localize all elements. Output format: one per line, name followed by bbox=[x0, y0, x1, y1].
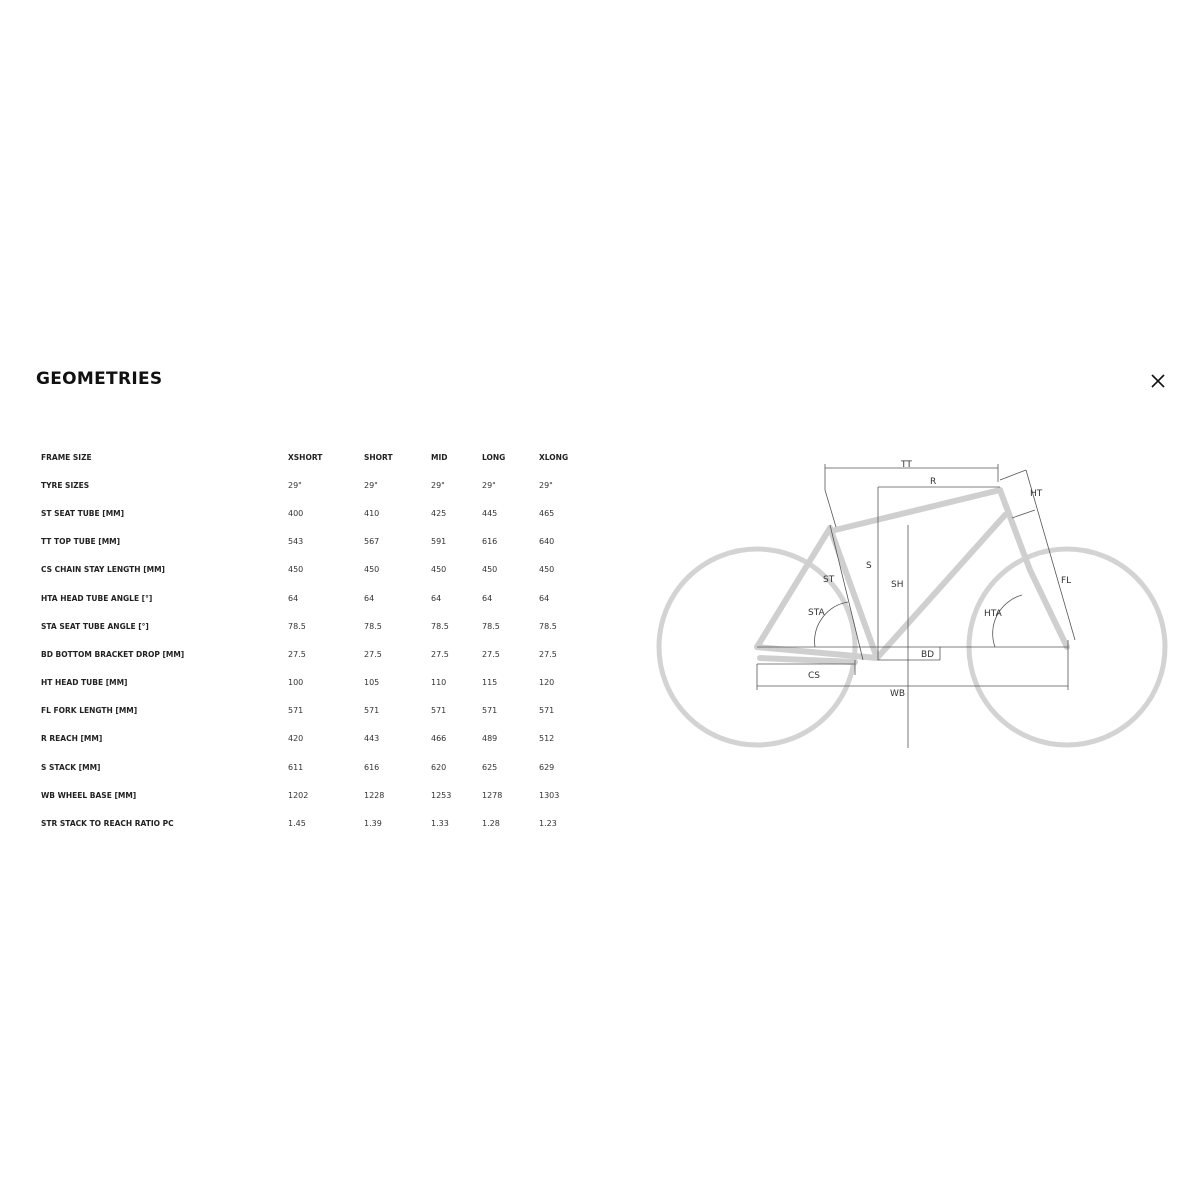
geometry-table bbox=[41, 443, 579, 838]
cell-value: 591 bbox=[431, 537, 447, 547]
bike-frame bbox=[757, 490, 1067, 662]
cell-value: 115 bbox=[482, 678, 498, 688]
cell-value: 27.5 bbox=[539, 649, 557, 659]
cell-value: 27.5 bbox=[288, 649, 306, 659]
s-label: S bbox=[866, 561, 872, 571]
cell-value: 420 bbox=[288, 734, 304, 744]
cell-value: 620 bbox=[431, 762, 447, 772]
cell-value: 571 bbox=[539, 706, 555, 716]
cell-value: 78.5 bbox=[288, 621, 306, 631]
cell-value: 443 bbox=[364, 734, 380, 744]
cell-value: 616 bbox=[482, 537, 498, 547]
row-label: BD BOTTOM BRACKET DROP [MM] bbox=[41, 649, 185, 659]
table-row bbox=[41, 612, 579, 640]
table-row bbox=[41, 528, 579, 556]
sta-label: STA bbox=[808, 608, 825, 618]
cell-value: 1278 bbox=[482, 790, 503, 800]
cell-value: 27.5 bbox=[482, 649, 500, 659]
row-label: STA SEAT TUBE ANGLE [°] bbox=[41, 621, 149, 631]
table-row bbox=[41, 809, 579, 837]
cell-value: 571 bbox=[431, 706, 447, 716]
cell-value: 450 bbox=[482, 565, 498, 575]
cell-value: 64 bbox=[288, 593, 299, 603]
cell-value: 629 bbox=[539, 762, 555, 772]
cell-value: 1228 bbox=[364, 790, 385, 800]
table-header-row bbox=[41, 443, 579, 471]
row-label: STR STACK TO REACH RATIO PC bbox=[41, 819, 174, 829]
table-row bbox=[41, 781, 579, 809]
cell-value: 64 bbox=[482, 593, 493, 603]
cell-value: 1.45 bbox=[288, 819, 306, 829]
fl-label: FL bbox=[1061, 576, 1072, 586]
cell-value: 78.5 bbox=[364, 621, 382, 631]
cell-value: 466 bbox=[431, 734, 447, 744]
st-label: ST bbox=[823, 575, 835, 585]
column-header: LONG bbox=[482, 452, 506, 462]
cell-value: 512 bbox=[539, 734, 555, 744]
cell-value: 465 bbox=[539, 508, 555, 518]
cell-value: 450 bbox=[288, 565, 304, 575]
cell-value: 78.5 bbox=[539, 621, 557, 631]
cell-value: 410 bbox=[364, 508, 380, 518]
wb-label: WB bbox=[890, 689, 906, 699]
cell-value: 400 bbox=[288, 508, 304, 518]
page-title: GEOMETRIES bbox=[36, 369, 163, 389]
table-row bbox=[41, 584, 579, 612]
cell-value: 1253 bbox=[431, 790, 452, 800]
cell-value: 425 bbox=[431, 508, 447, 518]
cs-label: CS bbox=[808, 671, 820, 681]
bd-label: BD bbox=[921, 650, 935, 660]
cell-value: 120 bbox=[539, 678, 555, 688]
cell-value: 1.28 bbox=[482, 819, 500, 829]
column-header: XLONG bbox=[539, 452, 569, 462]
hta-label: HTA bbox=[984, 609, 1002, 619]
row-label: TYRE SIZES bbox=[41, 480, 90, 490]
cell-value: 105 bbox=[364, 678, 380, 688]
cell-value: 100 bbox=[288, 678, 304, 688]
r-label: R bbox=[930, 477, 937, 487]
table-row bbox=[41, 669, 579, 697]
tt-label: TT bbox=[901, 460, 912, 470]
cell-value: 27.5 bbox=[364, 649, 382, 659]
cell-value: 29" bbox=[539, 480, 553, 490]
column-header: SHORT bbox=[364, 452, 393, 462]
table-row bbox=[41, 640, 579, 668]
cell-value: 78.5 bbox=[431, 621, 449, 631]
cell-value: 571 bbox=[364, 706, 380, 716]
cell-value: 1202 bbox=[288, 790, 309, 800]
column-header: FRAME SIZE bbox=[41, 452, 92, 462]
row-label: S STACK [MM] bbox=[41, 762, 101, 772]
table-row bbox=[41, 753, 579, 781]
cell-value: 27.5 bbox=[431, 649, 449, 659]
cell-value: 1.39 bbox=[364, 819, 382, 829]
table-row bbox=[41, 471, 579, 499]
cell-value: 1.23 bbox=[539, 819, 557, 829]
cell-value: 29" bbox=[482, 480, 496, 490]
cell-value: 625 bbox=[482, 762, 498, 772]
row-label: TT TOP TUBE [MM] bbox=[41, 537, 121, 547]
cell-value: 450 bbox=[431, 565, 447, 575]
dimension-lines bbox=[757, 464, 1075, 748]
cell-value: 571 bbox=[288, 706, 304, 716]
cell-value: 567 bbox=[364, 537, 380, 547]
cell-value: 1303 bbox=[539, 790, 560, 800]
cell-value: 29" bbox=[364, 480, 378, 490]
bike-geometry-diagram bbox=[650, 450, 1180, 760]
ht-label: HT bbox=[1030, 489, 1043, 499]
cell-value: 64 bbox=[431, 593, 442, 603]
cell-value: 489 bbox=[482, 734, 498, 744]
row-label: WB WHEEL BASE [MM] bbox=[41, 790, 137, 800]
cell-value: 1.33 bbox=[431, 819, 449, 829]
cell-value: 450 bbox=[539, 565, 555, 575]
cell-value: 78.5 bbox=[482, 621, 500, 631]
row-label: ST SEAT TUBE [MM] bbox=[41, 508, 125, 518]
table-row bbox=[41, 697, 579, 725]
cell-value: 64 bbox=[364, 593, 375, 603]
sh-label: SH bbox=[891, 580, 904, 590]
row-label: HTA HEAD TUBE ANGLE [°] bbox=[41, 593, 153, 603]
cell-value: 640 bbox=[539, 537, 555, 547]
cell-value: 29" bbox=[431, 480, 445, 490]
cell-value: 543 bbox=[288, 537, 304, 547]
column-header: XSHORT bbox=[288, 452, 323, 462]
cell-value: 110 bbox=[431, 678, 447, 688]
close-icon bbox=[1147, 370, 1169, 392]
row-label: HT HEAD TUBE [MM] bbox=[41, 678, 128, 688]
cell-value: 445 bbox=[482, 508, 498, 518]
row-label: FL FORK LENGTH [MM] bbox=[41, 706, 138, 716]
row-label: CS CHAIN STAY LENGTH [MM] bbox=[41, 565, 165, 575]
cell-value: 611 bbox=[288, 762, 304, 772]
cell-value: 64 bbox=[539, 593, 550, 603]
column-header: MID bbox=[431, 452, 448, 462]
cell-value: 616 bbox=[364, 762, 380, 772]
close-button[interactable] bbox=[1147, 370, 1169, 392]
table-row bbox=[41, 725, 579, 753]
cell-value: 571 bbox=[482, 706, 498, 716]
table-row bbox=[41, 499, 579, 527]
table-row bbox=[41, 556, 579, 584]
cell-value: 29" bbox=[288, 480, 302, 490]
cell-value: 450 bbox=[364, 565, 380, 575]
row-label: R REACH [MM] bbox=[41, 734, 103, 744]
